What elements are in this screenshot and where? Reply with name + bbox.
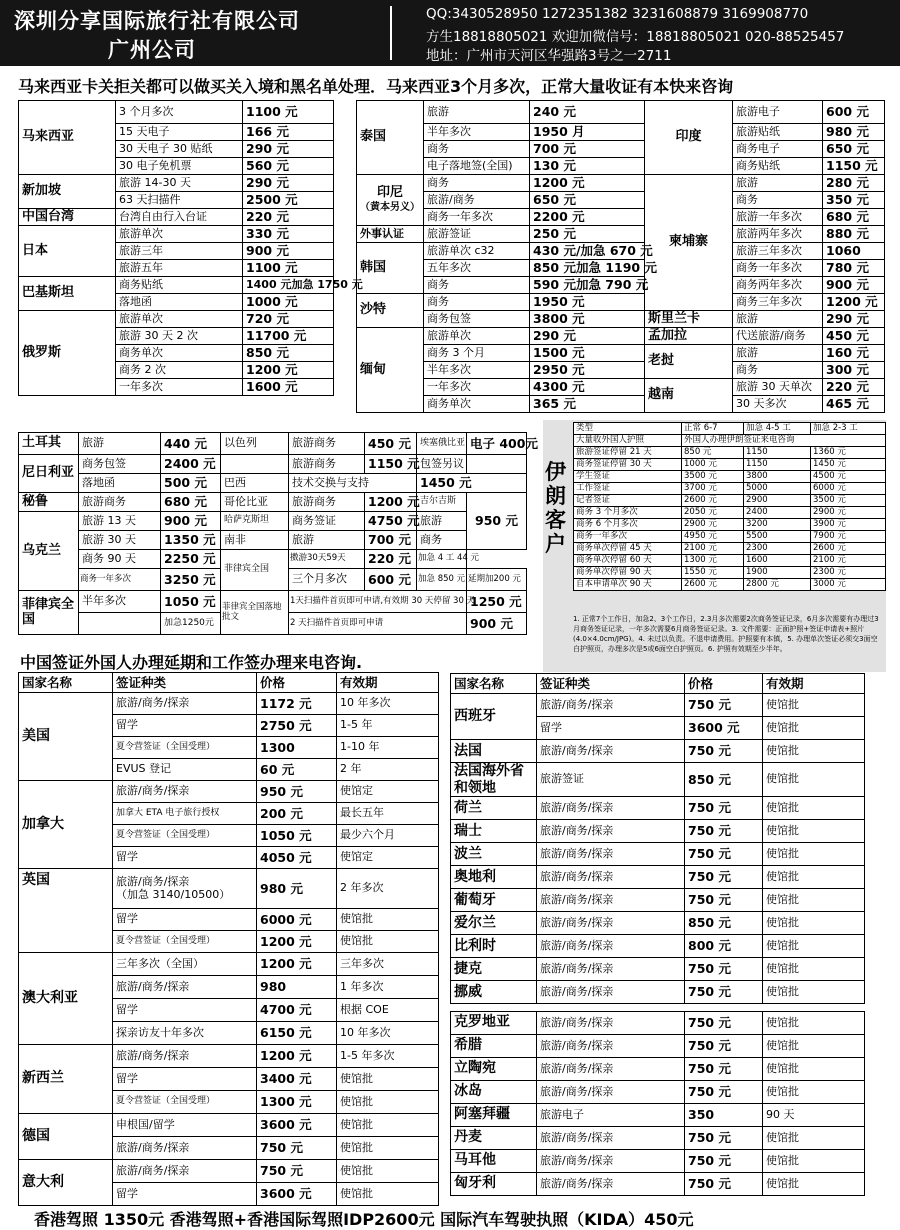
table-row: 奥地利 旅游/商务/探亲 750 元 使馆批 (451, 866, 865, 889)
table-row: 英国 旅游/商务/探亲 （加急 3140/10500） 980 元 2 年多次 (19, 869, 439, 909)
table-row: 夏令营签证（全国受理） 1300 1-10 年 (19, 737, 439, 759)
table-row: 波兰 旅游/商务/探亲 750 元 使馆批 (451, 843, 865, 866)
table-row: 夏令营签证（全国受理） 1050 元 最少六个月 (19, 825, 439, 847)
table-row: 加拿大 旅游/商务/探亲 950 元 使馆定 (19, 781, 439, 803)
table-row: 留学 3600 元 使馆批 (19, 1183, 439, 1206)
table-row: 克罗地亚 旅游/商务/探亲 750 元 使馆批 (451, 1012, 865, 1035)
country-brazil: 巴西 (221, 474, 289, 493)
country-thailand: 泰国 (357, 101, 424, 175)
iran-row: 自本申请单次 90 天 2600 元 2800 元 3000 元 (574, 579, 886, 591)
table-row: 爱尔兰 旅游/商务/探亲 850 元 使馆批 (451, 912, 865, 935)
table-row: 留学 4700 元 根据 COE (19, 999, 439, 1022)
table-row: EVUS 登记 60 元 2 年 (19, 759, 439, 781)
table-row: 法国海外省和领地 旅游签证 850 元 使馆批 (451, 763, 865, 797)
driving-license-footer: 香港驾照 1350元 香港驾照+香港国际驾照IDP2600元 国际汽车驾驶执照（KIDA）450元 (34, 1210, 694, 1229)
iran-label: 伊朗客户 (545, 460, 566, 557)
table-row: 阿塞拜疆 旅游电子 350 90 天 (451, 1104, 865, 1127)
country-myanmar: 缅甸 (357, 328, 424, 413)
country-saudi: 沙特 (357, 294, 424, 328)
country-indonesia: 印尼 （黄本另义） (357, 175, 424, 226)
country-nigeria: 尼日利亚 (19, 455, 79, 493)
table-row: 挪威 旅游/商务/探亲 750 元 使馆批 (451, 981, 865, 1004)
country-peru: 秘鲁 (19, 493, 79, 512)
country-taiwan: 中国台湾 (19, 209, 116, 226)
iran-notes: 1. 正常7个工作日，加急2、3个工作日，2.3月多次需要2次商务签证记录，6月多次需要有办理过3月商务签证记录，一年多次需要6月商务签证记录。3. 文件需要：正面护照+签证申请表+照片 (4.0×4.0cm/JPG)。4. 未过以负责。不退申请费用。护照要有本镇，5. 办理单次签证必须交3面空白护照页，办理多次是5或6面空白护照页。6. 护照有效期至少半年。 (573, 615, 879, 654)
country-malaysia: 马来西亚 (19, 101, 116, 175)
country-bangladesh: 孟加拉 (645, 328, 733, 345)
country-cambodia: 柬埔寨 (645, 175, 733, 311)
country-aus: 澳大利亚 (19, 953, 113, 1045)
table-row: 冰岛 旅游/商务/探亲 750 元 使馆批 (451, 1081, 865, 1104)
table-row: 澳大利亚 三年多次（全国） 1200 元 三年多次 (19, 953, 439, 976)
table-row: 希腊 旅游/商务/探亲 750 元 使馆批 (451, 1035, 865, 1058)
table-row: 捷克 旅游/商务/探亲 750 元 使馆批 (451, 958, 865, 981)
iran-row: 商务一年多次 4950 元 5500 7900 元 (574, 531, 886, 543)
header-divider (390, 6, 392, 60)
asia-visa-table: 马来西亚 3 个月多次 1100 元 泰国 旅游 240 元 印度 旅游电子 600 元 15 天电子 166 元 半年多次 1950 月 旅游贴纸 980 元 30 天电子 30 贴纸 290 元 商务 700 元 商务电子 650 元 30 电子免机票 560 元 电子落地签(全国) 130 元 商务贴纸 1150 元 新加坡 旅游 14-30 天 290 元 印尼 （黄本另义） 商务 1200 元 柬埔寨 旅游 280 元 63 天扫描件 2500 元 旅游/商务 650 元 商务 350 元 中国台湾 台湾自由行入台证 220 元 商务一年多次 2200 元 旅游一年多次 680 元 日本 旅游单次 330 元 外事认证 旅游签证 250 元 旅游两年多次 880 元 旅游三年 900 元 韩国 旅游单次 c32 430 元/加急 670 元 旅游三年多次 1060 旅游五年 1100 元 五年多次 850 元加急 1190 元 商务一年多次 780 元 巴基斯坦 商务贴纸 1400 元加急 1750 元 商务 590 元加急 790 元 商务两年多次 900 元 落地函 1000 元 沙特 商务 1950 元 商务三年多次 1200 元 俄罗斯 旅游单次 720 元 商务包签 3800 元 斯里兰卡 旅游 290 元 旅游 30 天 2 次 11700 元 缅甸 旅游单次 290 元 孟加拉 代送旅游/商务 450 元 商务单次 850 元 商务 3 个月 1500 元 老挝 旅游 160 元 商务 2 次 1200 元 半年多次 2950 元 商务 300 元 一年多次 1600 元 一年多次 4300 元 越南 旅游 30 天单次 220 元 商务单次 365 元 30 天多次 465 元 (18, 100, 885, 413)
country-usa: 美国 (19, 693, 113, 781)
header (0, 0, 900, 66)
other-visa-table: 土耳其 旅游 440 元 以色列 旅游商务 450 元 埃塞俄比亚 电子 400元 尼日利亚 商务包签 2400 元 旅游商务 1150 元 包签另议 落地函 500 元 巴西 技术交换与支持 1450 元 秘鲁 旅游商务 680 元 哥伦比亚 旅游商务 1200 元 吉尔吉斯 950 元 乌克兰 旅游 13 天 900 元 哈萨克斯坦 商务签证 4750 元 旅游 旅游 30 天 1350 元 南非 旅游 700 元 商务 商务 90 天 2250 元 菲律宾全国 擞游30天59天 220 元 加急 4 工 44 元 商务一年多次 3250 元 三个月多次 600 元 加急 850 元 延期加200 元 菲律宾全国 半年多次 1050 元 菲律宾全国落地批文 1天扫描件首页即可申请,有效期 30 天停留 30 天 1250 元 加急1250元 2 天扫描件首页即可申请 900 元 (18, 432, 527, 635)
table-row: 留学 3600 元 使馆批 (451, 717, 865, 740)
table-row: 探亲访友十年多次 6150 元 10 年多次 (19, 1022, 439, 1045)
table-row: 留学 4050 元 使馆定 (19, 847, 439, 869)
iran-row: 记者签证 2600 元 2900 3500 元 (574, 495, 886, 507)
table-row: 西班牙 旅游/商务/探亲 750 元 使馆批 (451, 694, 865, 717)
table-row: 留学 3400 元 使馆批 (19, 1068, 439, 1091)
table-row: 美国 旅游/商务/探亲 1172 元 10 年多次 (19, 693, 439, 715)
table-row: 匈牙利 旅游/商务/探亲 750 元 使馆批 (451, 1173, 865, 1196)
table-row: 德国 申根国/留学 3600 元 使馆批 (19, 1114, 439, 1137)
company-name: 深圳分享国际旅行社有限公司 (14, 9, 300, 33)
iran-row: 商务单次停留 45 天 2100 元 2300 2600 元 (574, 543, 886, 555)
table-row: 旅游/商务/探亲 980 1 年多次 (19, 976, 439, 999)
country-vietnam: 越南 (645, 379, 733, 413)
table-row: 夏令营签证（全国受理） 1300 元 使馆批 (19, 1091, 439, 1114)
table-row: 荷兰 旅游/商务/探亲 750 元 使馆批 (451, 797, 865, 820)
table-row: 意大利 旅游/商务/探亲 750 元 使馆批 (19, 1160, 439, 1183)
western-visa-table-left: 国家名称 签证种类 价格 有效期 美国 旅游/商务/探亲 1172 元 10 年多次 留学 2750 元 1-5 年 夏令营签证（全国受理） 1300 1-10 年 EVUS 登记 60 元 2 年 加拿大 旅游/商务/探亲 950 元 使馆定 加拿大 ETA 电子旅行授权 200 元 最长五年 夏令营签证（全国受理） 1050 元 最少六个月 留学 4050 元 使馆定 英国 旅游/商务/探亲 （加急 3140/10500） 980 元 2 年多次 留学 6000 元 使馆批 夏令营签证（全国受理） 1200 元 使馆批 澳大利亚 三年多次（全国） 1200 元 三年多次 旅游/商务/探亲 980 1 年多次 留学 4700 元 根据 COE 探亲访友十年多次 6150 元 10 年多次 新西兰 旅游/商务/探亲 1200 元 1-5 年多次 留学 3400 元 使馆批 夏令营签证（全国受理） 1300 元 使馆批 德国 申根国/留学 3600 元 使馆批 旅游/商务/探亲 750 元 使馆批 意大利 旅游/商务/探亲 750 元 使馆批 留学 3600 元 使馆批 (18, 672, 439, 1206)
company-branch: 广州公司 (108, 38, 196, 62)
table-row: 比利时 旅游/商务/探亲 800 元 使馆批 (451, 935, 865, 958)
table-row: 新西兰 旅游/商务/探亲 1200 元 1-5 年多次 (19, 1045, 439, 1068)
iran-row: 商务 3 个月多次 2050 元 2400 2900 元 (574, 507, 886, 519)
table-row: 法国 旅游/商务/探亲 750 元 使馆批 (451, 740, 865, 763)
iran-row: 商务单次停留 90 天 1550 元 1900 2300 元 (574, 567, 886, 579)
auth-service: 外事认证 (357, 226, 424, 243)
iran-row: 学生签证 3500 元 3800 4500 元 (574, 471, 886, 483)
country-ukraine: 乌克兰 (19, 512, 79, 591)
table-row: 丹麦 旅游/商务/探亲 750 元 使馆批 (451, 1127, 865, 1150)
iran-row: 商务单次停留 60 天 1300 元 1600 2100 元 (574, 555, 886, 567)
china-visa-banner: 中国签证外国人办理延期和工作签办理来电咨询. (20, 653, 363, 672)
table-row: 瑞士 旅游/商务/探亲 750 元 使馆批 (451, 820, 865, 843)
country-canada: 加拿大 (19, 781, 113, 869)
table-row: 留学 2750 元 1-5 年 (19, 715, 439, 737)
western-visa-table-right: 国家名称 签证种类 价格 有效期 西班牙 旅游/商务/探亲 750 元 使馆批 留学 3600 元 使馆批 法国 旅游/商务/探亲 750 元 使馆批 法国海外省和领地 旅游签证 850 元 使馆批 荷兰 旅游/商务/探亲 750 元 使馆批 瑞士 旅游/商务/探亲 750 元 使馆批 波兰 旅游/商务/探亲 750 元 使馆批 奥地利 旅游/商务/探亲 750 元 使馆批 葡萄牙 旅游/商务/探亲 750 元 使馆批 爱尔兰 旅游/商务/探亲 850 元 使馆批 比利时 旅游/商务/探亲 800 元 使馆批 捷克 旅游/商务/探亲 750 元 使馆批 挪威 旅游/商务/探亲 750 元 使馆批 克罗地亚 旅游/商务/探亲 750 元 使馆批 希腊 旅游/商务/探亲 750 元 使馆批 立陶宛 旅游/商务/探亲 750 元 使馆批 冰岛 旅游/商务/探亲 750 元 使馆批 阿塞拜疆 旅游电子 350 90 天 丹麦 旅游/商务/探亲 750 元 使馆批 马耳他 旅游/商务/探亲 750 元 使馆批 匈牙利 旅游/商务/探亲 750 元 使馆批 (450, 673, 865, 1196)
country-laos: 老挝 (645, 345, 733, 379)
qq-contact: QQ:3430528950 1272351382 3231608879 3169908770 (426, 6, 809, 22)
country-de: 德国 (19, 1114, 113, 1160)
country-it: 意大利 (19, 1160, 113, 1206)
iran-row: 旅游签证停留 21 天 850 元 1150 1360 元 (574, 447, 886, 459)
table-row: 旅游/商务/探亲 750 元 使馆批 (19, 1137, 439, 1160)
country-nz: 新西兰 (19, 1045, 113, 1114)
iran-row: 商务签证停留 30 天 1000 元 1150 1450 元 (574, 459, 886, 471)
country-singapore: 新加坡 (19, 175, 116, 209)
country-philippines: 菲律宾全国 (19, 591, 79, 635)
country-srilanka: 斯里兰卡 (645, 311, 733, 328)
table-row: 马耳他 旅游/商务/探亲 750 元 使馆批 (451, 1150, 865, 1173)
country-japan: 日本 (19, 226, 116, 277)
address: 地址：广州市天河区华强路3号之一2711 (426, 48, 672, 64)
phone-contact: 方生18818805021 欢迎加微信号：18818805021 020-88525457 (426, 29, 845, 45)
country-turkey: 土耳其 (19, 433, 79, 455)
malaysia-banner: 马来西亚卡关拒关都可以做买关入境和黑名单处理．马来西亚3个月多次，正常大量收证有本快来咨询 (18, 77, 734, 96)
iran-row: 工作签证 3700 元 5000 6000 元 (574, 483, 886, 495)
country-uk: 英国 (19, 869, 113, 953)
country-pakistan: 巴基斯坦 (19, 277, 116, 311)
iran-row: 商务 6 个月多次 2900 元 3200 3900 元 (574, 519, 886, 531)
country-korea: 韩国 (357, 243, 424, 294)
table-row: 夏令营签证（全国受理） 1200 元 使馆批 (19, 931, 439, 953)
table-row: 葡萄牙 旅游/商务/探亲 750 元 使馆批 (451, 889, 865, 912)
table-row: 立陶宛 旅游/商务/探亲 750 元 使馆批 (451, 1058, 865, 1081)
table-row: 留学 6000 元 使馆批 (19, 909, 439, 931)
country-india: 印度 (645, 101, 733, 175)
table-row: 加拿大 ETA 电子旅行授权 200 元 最长五年 (19, 803, 439, 825)
iran-table: 类型 正常 6-7 加急 4-5 工 加急 2-3 工 大量收外国人护照 外国人办理伊朗签证来电咨询 旅游签证停留 21 天 850 元 1150 1360 元 商务签证停留 30 天 1000 元 1150 1450 元 学生签证 3500 元 3800 4500 元 工作签证 3700 元 5000 6000 元 记者签证 2600 元 2900 3500 元 商务 3 个月多次 2050 元 2400 2900 元 商务 6 个月多次 2900 元 3200 3900 元 商务一年多次 4950 元 5500 7900 元 商务单次停留 45 天 2100 元 2300 2600 元 商务单次停留 60 天 1300 元 1600 2100 元 商务单次停留 90 天 1550 元 1900 2300 元 自本申请单次 90 天 2600 元 2800 元 3000 元 (573, 422, 886, 591)
country-russia: 俄罗斯 (19, 311, 116, 396)
country-spain: 西班牙 (451, 694, 537, 740)
